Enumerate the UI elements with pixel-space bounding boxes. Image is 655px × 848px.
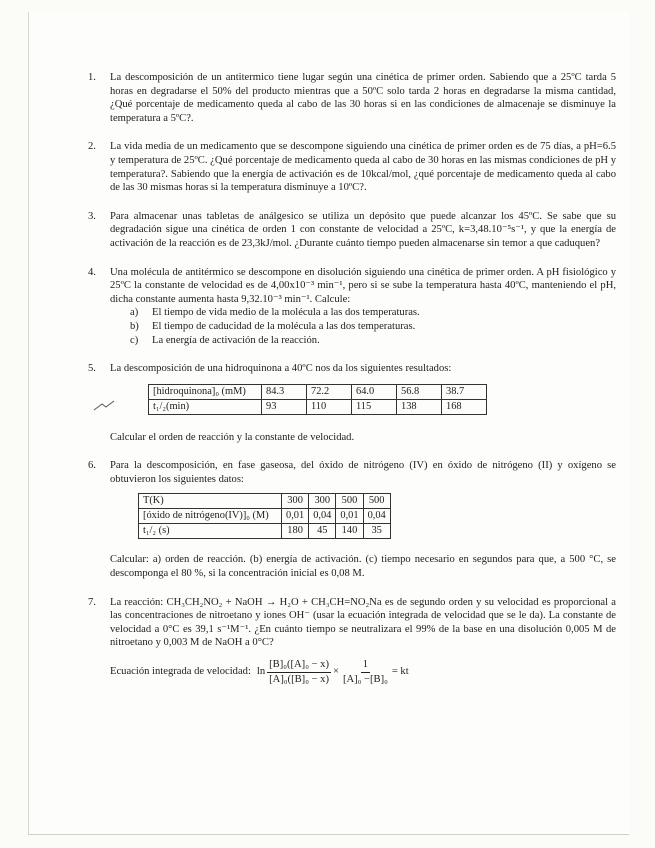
table-cell: 38.7 xyxy=(442,384,487,399)
subitem-label: b) xyxy=(130,320,139,332)
problem-7 xyxy=(88,596,616,687)
problem-4 xyxy=(88,266,616,348)
hydroquinone-table xyxy=(148,384,487,415)
problem-text: Para almacenar unas tabletas de análgesico se utiliza un depósito que puede alcanzar los 45ºC. Se sabe que su degradación sigue una cinética de orden 1 con constante de velocidad a 25ºC, k=3,48.10⁻⁵s⁻¹, y que la energía de activación de la reacción es de 23,3kJ/mol. ¿Durante cuánto tiempo pueden almacenarse sin temor a que caduquen? xyxy=(110,210,616,249)
subitem xyxy=(130,306,616,320)
row-header: t₁/₂(min) xyxy=(149,399,262,414)
table-cell: 500 xyxy=(363,494,390,509)
row-header: [óxido de nitrógeno(IV)]₀ (M) xyxy=(139,509,282,524)
problem-3 xyxy=(88,210,616,251)
rate-equation xyxy=(110,658,616,686)
problem-number: 3. xyxy=(88,210,96,222)
subitem-text: El tiempo de vida medio de la molécula a las dos temperaturas. xyxy=(152,307,420,319)
times-sign: × xyxy=(332,666,339,678)
table-cell: 35 xyxy=(363,524,390,539)
row-header: t₁/₂ (s) xyxy=(139,524,282,539)
subitem-text: El tiempo de caducidad de la molécula a las dos temperaturas. xyxy=(152,320,416,332)
problem-5 xyxy=(88,362,616,444)
problem-text: La vida media de un medicamento que se descompone siguiendo una cinética de primer orden es de 75 días, a pH=6.5 y temperatura de 25ºC. ¿Qué porcentaje de medicamento queda al cabo de 30 horas en las mismas condiciones de pH y temperatura?. Sabiendo que la energía de activación es de 10kcal/mol, ¿qué porcentaje de medicamento queda al cabo de las 30 mismas horas si la temperatura disminuye a 10ºC?. xyxy=(110,141,616,194)
nitrogen-oxide-table xyxy=(138,493,391,539)
table-cell: 45 xyxy=(309,524,336,539)
problem-text: Una molécula de antitérmico se descompone en disolución siguiendo una cinética de primer orden. A pH fisiológico y 25ºC la constante de velocidad es de 4,00x10⁻³ min⁻¹, pero si se sube la temperatura hasta 40ºC, manteniendo el pH, dicha constante aumenta hasta 9,32.10⁻³ min⁻¹. Calcule: xyxy=(110,266,616,305)
table-row xyxy=(139,524,391,539)
table-cell: 110 xyxy=(307,399,352,414)
table-cell: 64.0 xyxy=(352,384,397,399)
table-row xyxy=(149,399,487,414)
table-cell: 300 xyxy=(282,494,309,509)
problem-text: La reacción: CH₃CH₂NO₂ + NaOH → H₂O + CH₃CH=NO₂Na es de segundo orden y su velocidad es proporcional a las concentraciones de nitroetano y iones OH⁻ (usar la ecuación integrada de velocidad que se le da). La constante de velocidad a 0°C es 39,1 s⁻¹M⁻¹. ¿En cuánto tiempo se neutralizara el 99% de la base en una disolución 0,005 M de nitroetano y 0,003 M de NaOH a 0°C? xyxy=(110,596,616,649)
problem-text: La descomposición de un antitermico tiene lugar según una cinética de primer orden. Sabiendo que a 25ºC tarda 5 horas en degradarse el 50% del producto mientras que a 50ºC solo tarda 2 horas en degradarse la misma cantidad, ¿Qué porcentaje de medicamento queda al cabo de las 30 horas si en las condiciones de almacenaje se disminuye la temperatura a 5ºC?. xyxy=(110,72,616,124)
subitem-text: La energía de activación de la reacción. xyxy=(152,334,320,346)
subitem xyxy=(130,320,616,334)
fraction-denominator: [A]₀ −[B]₀ xyxy=(342,673,388,685)
row-header: [hidroquinona]₀ (mM) xyxy=(149,384,262,399)
problem-number: 1. xyxy=(88,72,96,83)
fraction-numerator: [B]₀([A]₀ − x) xyxy=(267,658,331,673)
problem-number: 5. xyxy=(88,363,96,375)
subitem xyxy=(130,334,616,348)
table-cell: 138 xyxy=(397,399,442,414)
problem-2 xyxy=(88,140,616,194)
fraction-numerator: 1 xyxy=(361,658,370,673)
equation-rhs: = kt xyxy=(391,666,409,678)
table-cell: 93 xyxy=(262,399,307,414)
table-cell: 300 xyxy=(309,494,336,509)
fraction-2 xyxy=(341,658,390,686)
problem-number: 7. xyxy=(88,596,96,608)
problem-text: La descomposición de una hidroquinona a 40ºC nos da los siguientes resultados: xyxy=(110,363,452,375)
problem-question: Calcular: a) orden de reacción. (b) energía de activación. (c) tiempo necesario en segundos para que, a 500 °C, se descomponga el 80 %, si la concentración inicial es 0,08 M. xyxy=(110,554,616,580)
fraction-denominator: [A]₀([B]₀ − x) xyxy=(269,673,329,685)
equation-ln: ln xyxy=(256,666,266,678)
table-row xyxy=(139,494,391,509)
problem-number: 4. xyxy=(88,266,96,278)
table-cell: 72.2 xyxy=(307,384,352,399)
table-cell: 56.8 xyxy=(397,384,442,399)
problem-1 xyxy=(88,71,616,125)
table-cell: 140 xyxy=(336,524,363,539)
table-cell: 84.3 xyxy=(262,384,307,399)
table-row xyxy=(149,384,487,399)
subitem-list xyxy=(110,306,616,347)
subitem-label: c) xyxy=(130,334,139,346)
problem-text: Para la descomposición, en fase gaseosa, del óxido de nitrógeno (IV) en óxido de nitrógeno (II) y oxígeno se obtuvieron los siguientes datos: xyxy=(110,460,616,485)
problem-list xyxy=(88,71,616,701)
table-cell: 0,04 xyxy=(363,509,390,524)
table-cell: 115 xyxy=(352,399,397,414)
table-cell: 180 xyxy=(282,524,309,539)
table-cell: 0,01 xyxy=(282,509,309,524)
row-header: T(K) xyxy=(139,494,282,509)
fraction-1 xyxy=(267,658,331,686)
subitem-label: a) xyxy=(130,307,139,319)
table-row xyxy=(139,509,391,524)
equation-label: Ecuación integrada de velocidad: xyxy=(110,666,251,678)
table-cell: 168 xyxy=(442,399,487,414)
problem-number: 2. xyxy=(88,141,96,153)
problem-question: Calcular el orden de reacción y la constante de velocidad. xyxy=(110,431,355,443)
problem-6 xyxy=(88,459,616,580)
table-cell: 0,04 xyxy=(309,509,336,524)
table-cell: 0,01 xyxy=(336,509,363,524)
table-cell: 500 xyxy=(336,494,363,509)
problem-number: 6. xyxy=(88,460,96,472)
